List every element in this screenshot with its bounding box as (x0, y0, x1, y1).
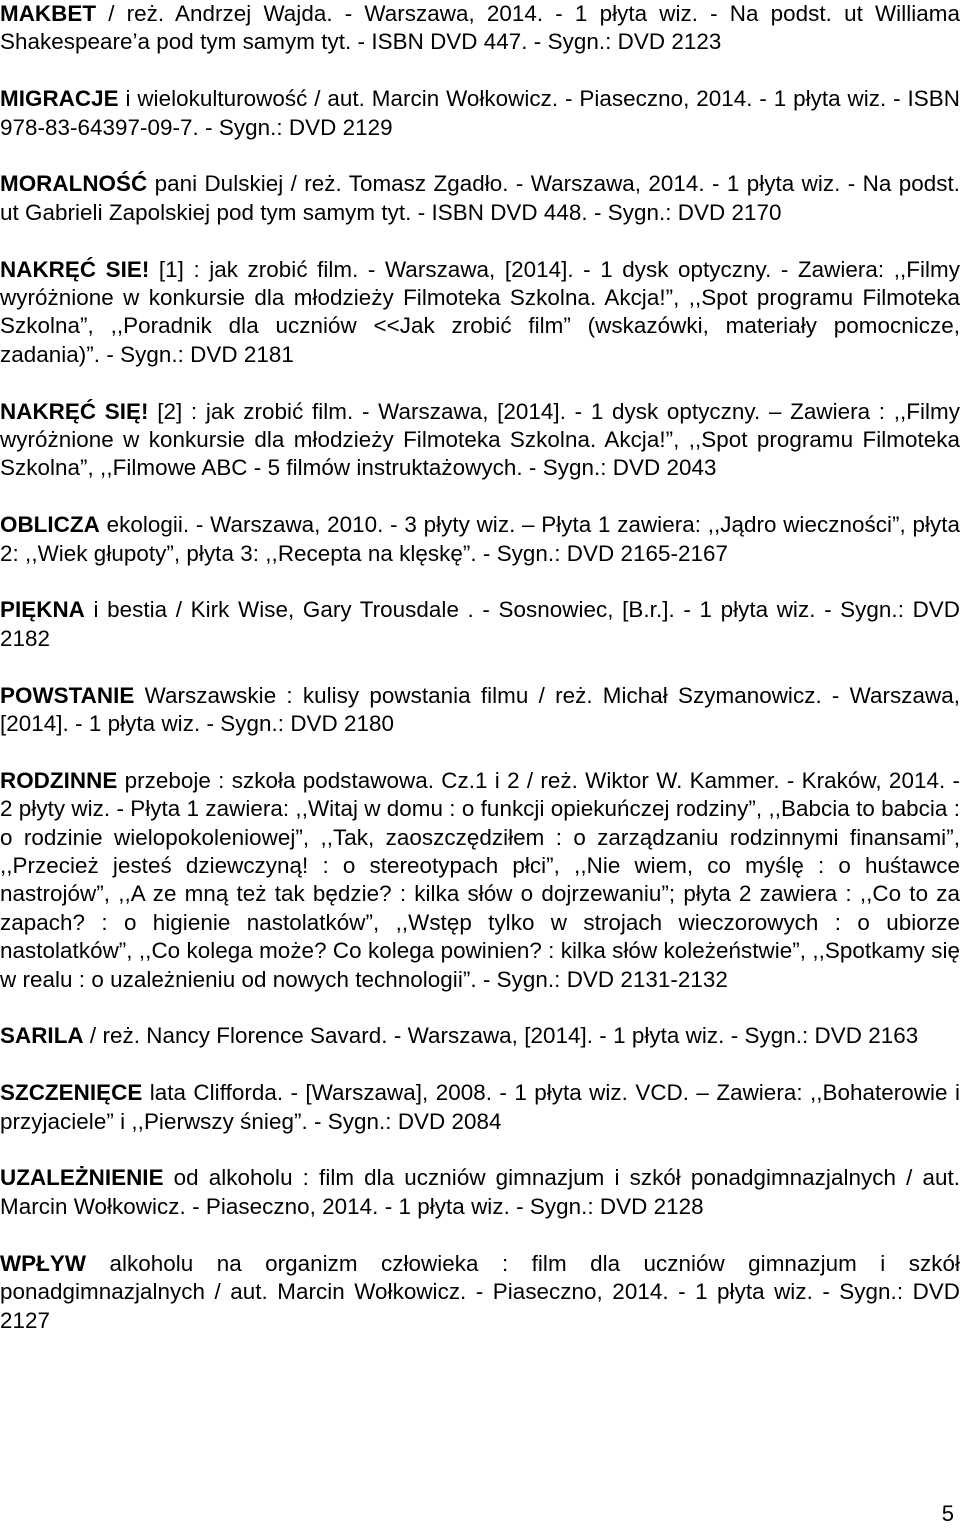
catalog-entry (0, 0, 960, 57)
entry-description: od alkoholu : film dla uczniów gimnazjum i szkół ponadgimnazjalnych / aut. Marcin Wołkowicz. - Piaseczno, 2014. - 1 płyta wiz. - Sygn.: DVD 2128 (0, 1165, 960, 1219)
entry-title: SZCZENIĘCE (0, 1080, 143, 1106)
entry-description: i bestia / Kirk Wise, Gary Trousdale . - Sosnowiec, [B.r.]. - 1 płyta wiz. - Sygn.: DVD 2182 (0, 597, 960, 651)
entry-description: ekologii. - Warszawa, 2010. - 3 płyty wiz. – Płyta 1 zawiera: ,,Jądro wieczności”, płyta 2: ,,Wiek głupoty”, płyta 3: ,,Recepta na klęskę”. - Sygn.: DVD 2165-2167 (0, 512, 960, 566)
catalog-entry (0, 596, 960, 653)
catalog-entry (0, 767, 960, 994)
catalog-entry (0, 1250, 960, 1335)
catalog-entry (0, 682, 960, 739)
entry-description: i wielokulturowość / aut. Marcin Wołkowicz. - Piaseczno, 2014. - 1 płyta wiz. - ISBN 978-83-64397-09-7. - Sygn.: DVD 2129 (0, 86, 960, 140)
entry-title: RODZINNE (0, 767, 118, 793)
entry-title: PIĘKNA (0, 597, 85, 623)
entry-title: MIGRACJE (0, 86, 119, 112)
catalog-entry (0, 1022, 960, 1050)
catalog-entry (0, 170, 960, 227)
catalog-entry (0, 256, 960, 370)
catalog-entry (0, 85, 960, 142)
entry-title: SARILA (0, 1023, 84, 1049)
entry-description: / reż. Nancy Florence Savard. - Warszawa, [2014]. - 1 płyta wiz. - Sygn.: DVD 2163 (83, 1023, 919, 1049)
entry-description: [1] : jak zrobić film. - Warszawa, [2014]. - 1 dysk optyczny. - Zawiera: ,,Filmy wyróżnione w konkursie dla młodzieży Filmoteka Szkolna. Akcja!”, ,,Spot programu Filmoteka Szkolna”, ,,Poradnik dla uczniów <<Jak zrobić film” (wskazówki, materiały pomocnicze, zadania)”. - Sygn.: DVD 2181 (0, 256, 960, 367)
entry-title: MORALNOŚĆ (0, 171, 148, 197)
entry-title: NAKRĘĆ SIE! (0, 256, 150, 282)
entry-description: / reż. Andrzej Wajda. - Warszawa, 2014. - 1 płyta wiz. - Na podst. ut Williama Shakespeare’a pod tym samym tyt. - ISBN DVD 447. - Sygn.: DVD 2123 (0, 1, 960, 55)
catalog-entry (0, 398, 960, 483)
entry-title: OBLICZA (0, 512, 100, 538)
entry-description: Warszawskie : kulisy powstania filmu / reż. Michał Szymanowicz. - Warszawa, [2014]. - 1 płyta wiz. - Sygn.: DVD 2180 (0, 682, 960, 737)
catalog-entry (0, 1079, 960, 1136)
entry-description: [2] : jak zrobić film. - Warszawa, [2014]. - 1 dysk optyczny. – Zawiera : ,,Filmy wyróżnione w konkursie dla młodzieży Filmoteka Szkolna. Akcja!”, ,,Spot programu Filmoteka Szkolna”, ,,Filmowe ABC - 5 filmów instruktażowych. - Sygn.: DVD 2043 (0, 398, 960, 481)
entry-description: alkoholu na organizm człowieka : film dla uczniów gimnazjum i szkół ponadgimnazjalnych / aut. Marcin Wołkowicz. - Piaseczno, 2014. - 1 płyta wiz. - Sygn.: DVD 2127 (0, 1250, 960, 1333)
page-number: 5 (941, 1501, 954, 1526)
entry-description: lata Clifforda. - [Warszawa], 2008. - 1 płyta wiz. VCD. – Zawiera: ,,Bohaterowie i przyjaciele” i ,,Pierwszy śnieg”. - Sygn.: DVD 2084 (0, 1080, 960, 1134)
entry-title: POWSTANIE (0, 682, 135, 708)
entry-title: UZALEŻNIENIE (0, 1165, 164, 1191)
entry-title: MAKBET (0, 1, 97, 26)
catalog-entry (0, 1164, 960, 1221)
entry-description: pani Dulskiej / reż. Tomasz Zgadło. - Warszawa, 2014. - 1 płyta wiz. - Na podst. ut Gabrieli Zapolskiej pod tym samym tyt. - ISBN DVD 448. - Sygn.: DVD 2170 (0, 171, 960, 225)
entry-title: NAKRĘĆ SIĘ! (0, 398, 149, 424)
catalog-entry (0, 511, 960, 568)
entry-description: przeboje : szkoła podstawowa. Cz.1 i 2 / reż. Wiktor W. Kammer. - Kraków, 2014. - 2 płyty wiz. - Płyta 1 zawiera: ,,Witaj w domu : o funkcji opiekuńczej rodziny”, ,,Babcia to babcia : o rodzinie wielopokoleniowej”, ,,Tak, zaoszczędziłem : o zarządzaniu rodzinnymi finansami”, ,,Przecież jesteś dziewczyną! : o stereotypach płci”, ,,Nie wiem, co myślę : o huśtawce nastrojów”, ,,A ze mną też tak będzie? : kilka słów o dojrzewaniu”; płyta 2 zawiera : ,,Co to za zapach? : o higienie nastolatków”, ,,Wstęp tylko w strojach wieczorowych : o ubiorze nastolatków”, ,,Co kolega może? Co kolega powinien? : kilka słów koleżeństwie”, ,,Spotkamy się w realu : o uzależnieniu od nowych technologii”. - Sygn.: DVD 2131-2132 (0, 767, 960, 992)
entry-title: WPŁYW (0, 1250, 87, 1276)
